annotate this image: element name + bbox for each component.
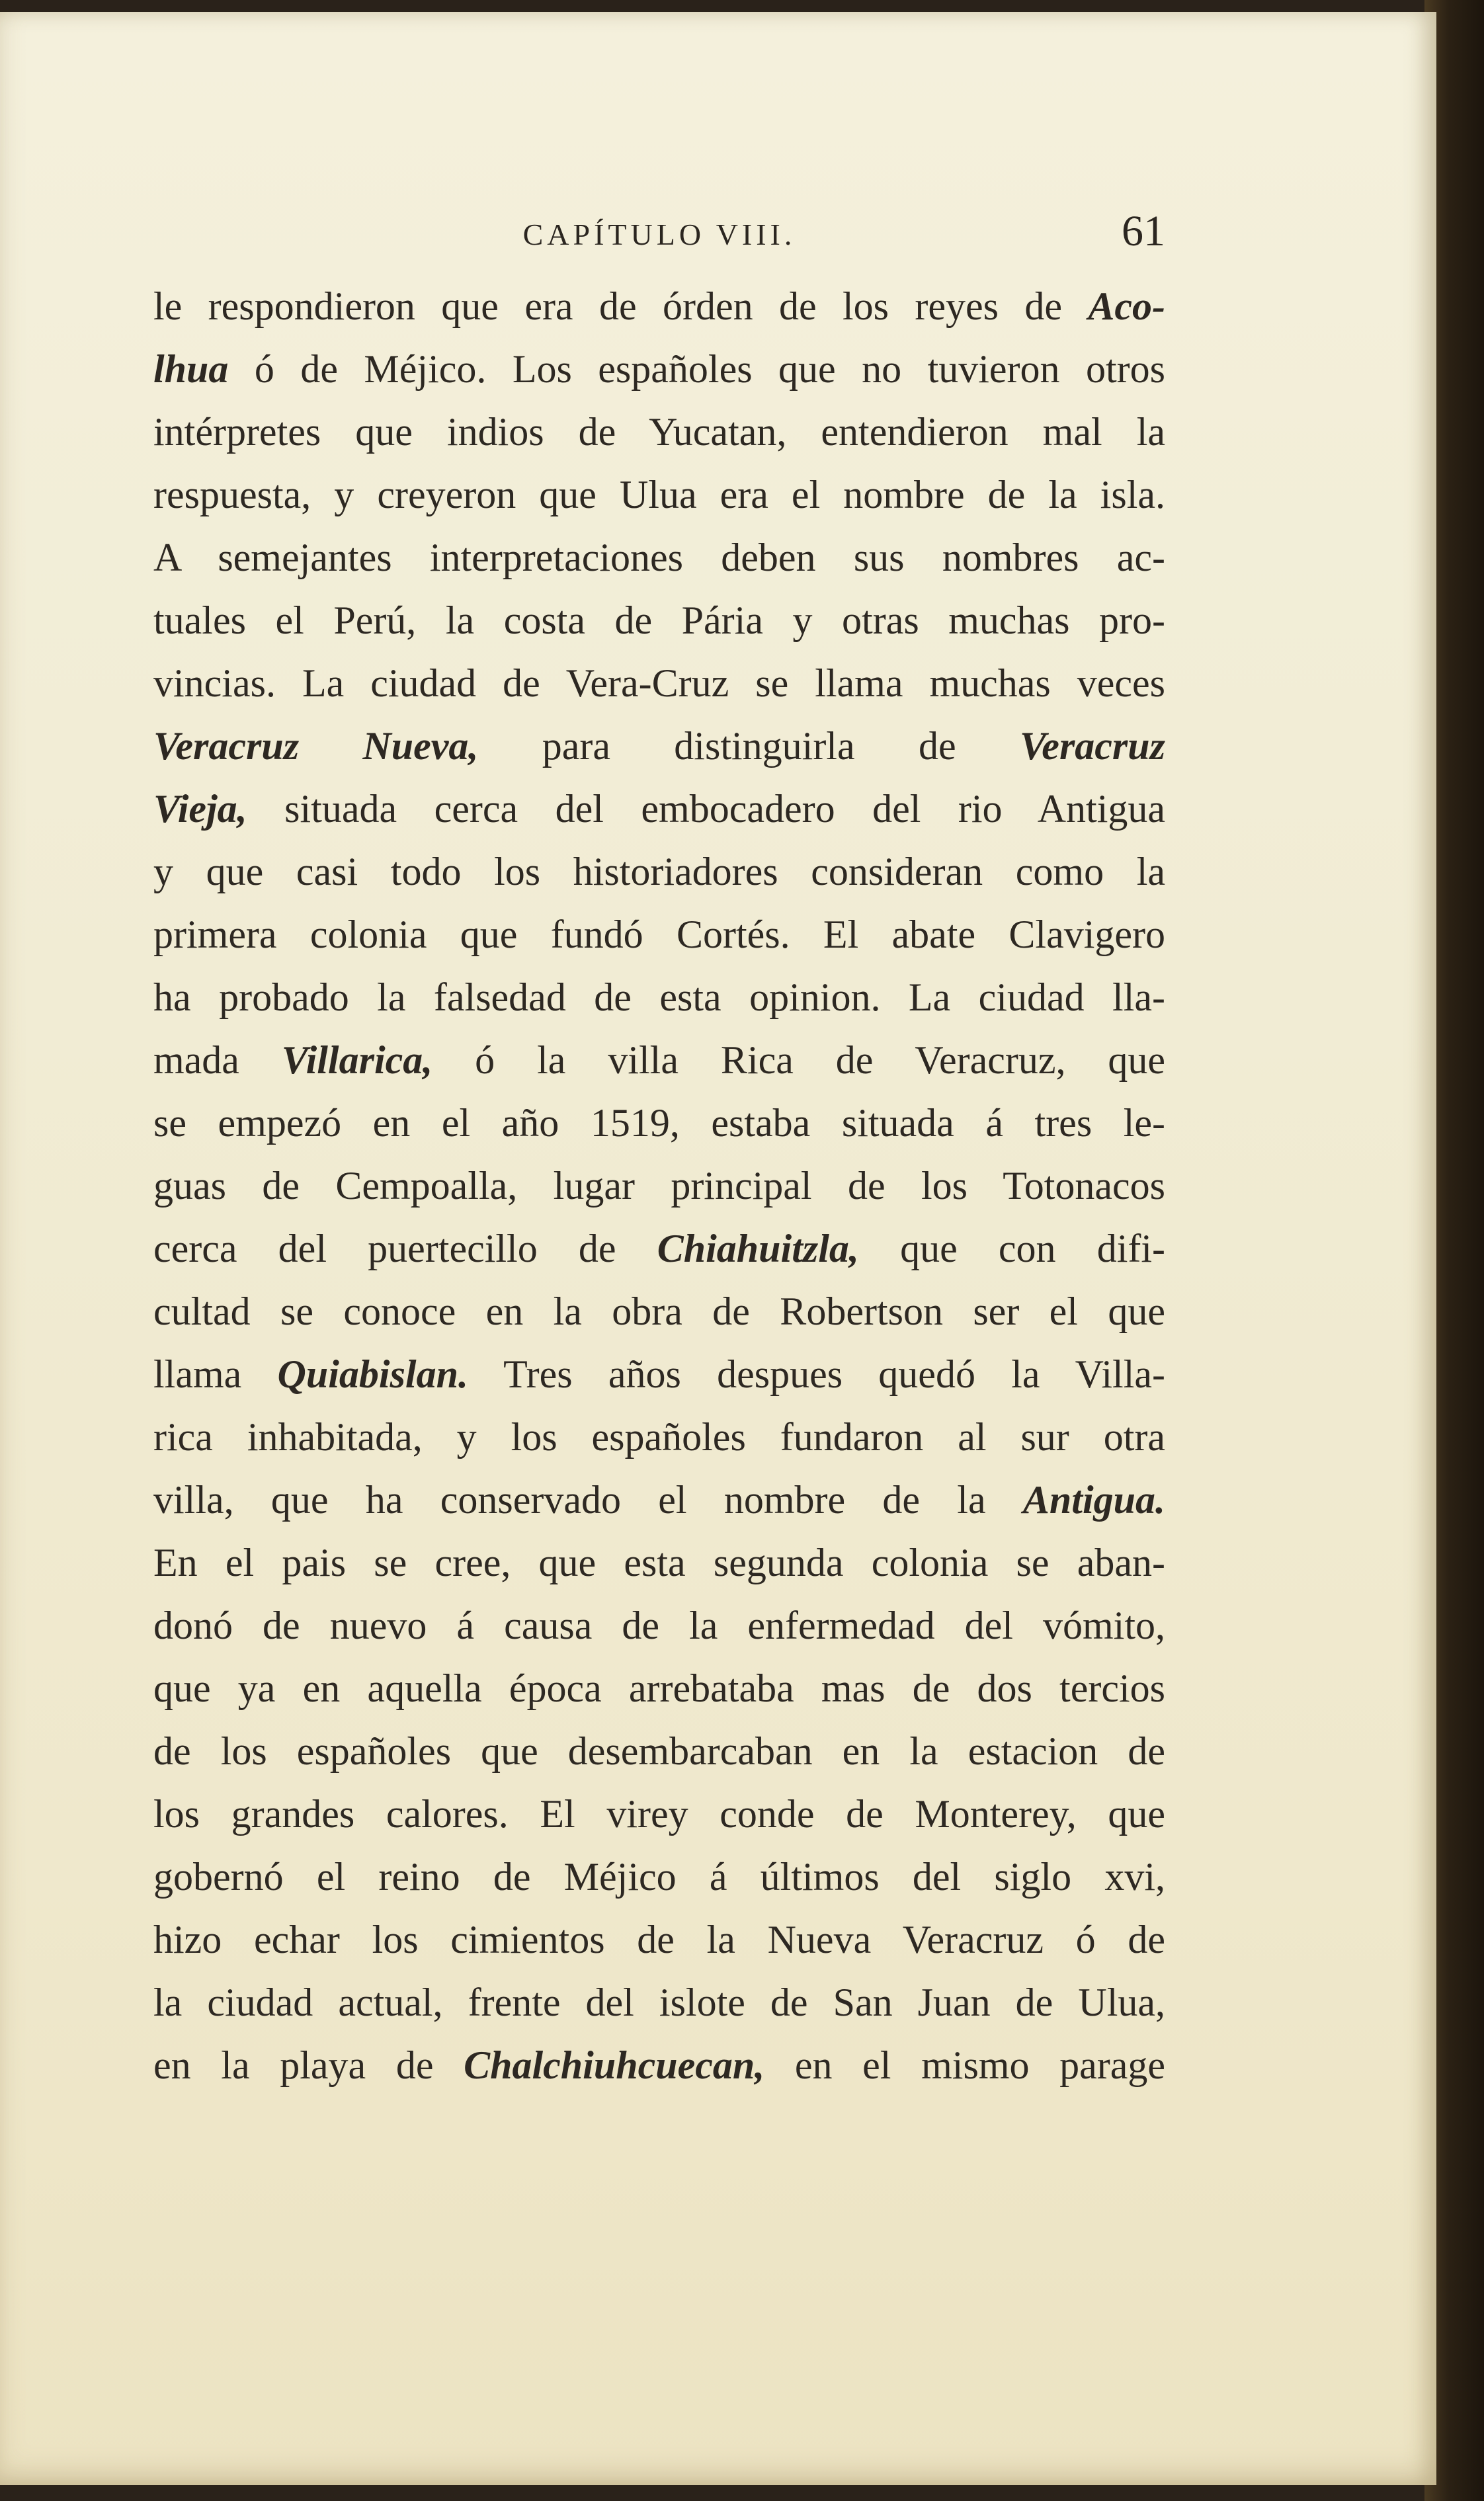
text-line: ha probado la falsedad de esta opinion. La ciudad lla-	[153, 975, 1165, 1019]
italic-term: Aco-	[1088, 284, 1165, 328]
italic-term: Chalchiuhcuecan,	[464, 2043, 765, 2087]
running-head	[153, 207, 1165, 270]
text-line: llama Quiabislan. Tres años despues quedó la Villa-	[153, 1352, 1165, 1396]
text-line: que ya en aquella época arrebataba mas de dos tercios	[153, 1666, 1165, 1710]
italic-term: Veracruz	[1019, 724, 1165, 768]
text-line: en la playa de Chalchiuhcuecan, en el mismo parage	[153, 2043, 1165, 2087]
body-text	[153, 275, 1165, 2097]
text-line: cerca del puertecillo de Chiahuitzla, que con difi-	[153, 1227, 1166, 1270]
italic-term: Quiabislan.	[277, 1352, 468, 1396]
italic-term: Chiahuitzla,	[657, 1227, 859, 1270]
italic-term: Veracruz Nueva,	[153, 724, 479, 768]
page-number: 61	[1122, 207, 1165, 255]
italic-term: Villarica,	[281, 1038, 433, 1082]
text-line: Vieja, situada cerca del embocadero del rio Antigua	[153, 787, 1165, 831]
text-line: de los españoles que desembarcaban en la estacion de	[153, 1729, 1165, 1773]
text-line: villa, que ha conservado el nombre de la Antigua.	[153, 1478, 1165, 1522]
text-line: intérpretes que indios de Yucatan, entendieron mal la	[153, 410, 1165, 454]
text-line: Veracruz Nueva, para distinguirla de Veracruz	[153, 724, 1165, 768]
text-line: A semejantes interpretaciones deben sus nombres ac-	[153, 536, 1165, 579]
text-line: respuesta, y creyeron que Ulua era el nombre de la isla.	[153, 473, 1165, 516]
text-line: tuales el Perú, la costa de Pária y otras muchas pro-	[153, 598, 1165, 642]
book-page	[0, 12, 1436, 2485]
text-line: guas de Cempoalla, lugar principal de los Totonacos	[153, 1164, 1165, 1208]
text-line: se empezó en el año 1519, estaba situada á tres le-	[153, 1101, 1165, 1145]
italic-term: Antigua.	[1022, 1478, 1165, 1522]
text-line: vincias. La ciudad de Vera-Cruz se llama muchas veces	[153, 661, 1165, 705]
italic-term: Vieja,	[153, 787, 247, 831]
text-line: la ciudad actual, frente del islote de San Juan de Ulua,	[153, 1981, 1165, 2024]
text-line: En el pais se cree, que esta segunda colonia se aban-	[153, 1541, 1165, 1584]
text-line: mada Villarica, ó la villa Rica de Veracruz, que	[153, 1038, 1166, 1082]
text-line: le respondieron que era de órden de los reyes de Aco-	[153, 284, 1165, 328]
text-line: gobernó el reino de Méjico á últimos del siglo xvi,	[153, 1855, 1165, 1899]
text-line: los grandes calores. El virey conde de Monterey, que	[153, 1792, 1165, 1836]
text-line: cultad se conoce en la obra de Robertson ser el que	[153, 1290, 1165, 1333]
text-line: rica inhabitada, y los españoles fundaron al sur otra	[153, 1415, 1165, 1459]
text-line: y que casi todo los historiadores consideran como la	[153, 850, 1165, 893]
text-line: primera colonia que fundó Cortés. El abate Clavigero	[153, 913, 1165, 956]
text-line: lhua ó de Méjico. Los españoles que no tuvieron otros	[153, 347, 1165, 391]
italic-term: lhua	[153, 347, 229, 391]
text-line: hizo echar los cimientos de la Nueva Veracruz ó de	[153, 1918, 1165, 1961]
text-line: donó de nuevo á causa de la enfermedad del vómito,	[153, 1604, 1165, 1647]
chapter-title: CAPÍTULO VIII.	[522, 218, 796, 251]
